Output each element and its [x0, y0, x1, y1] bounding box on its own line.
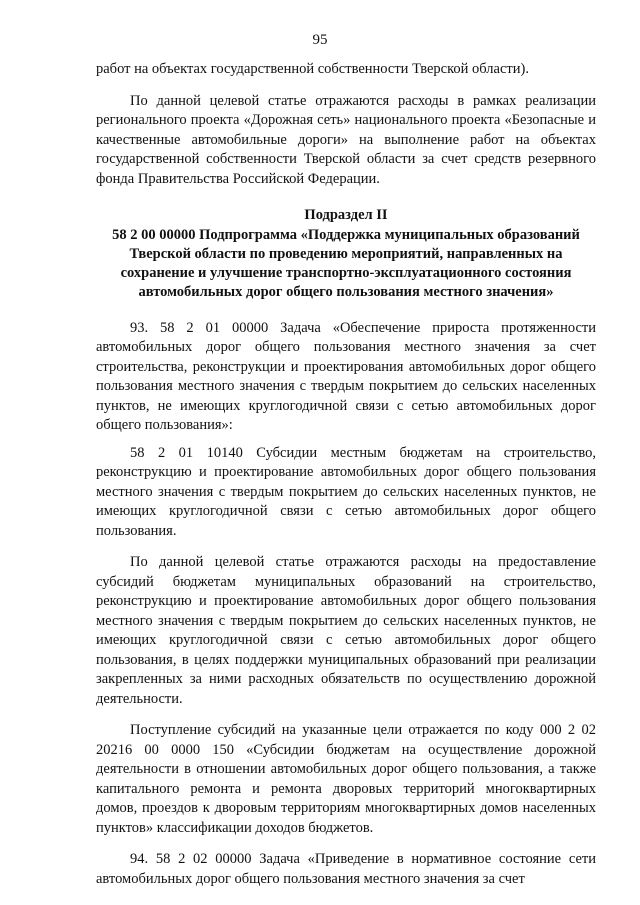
subprogram-title: 58 2 00 00000 Подпрограмма «Поддержка муниципальных образований Тверской области по проведению мероприятий, направленных на сохранение и улучшение транспортно-эксплуатационного состояния автомобильных дорог общего пользования местного значения» [112, 226, 580, 300]
subsection-heading: Подраздел II [304, 207, 388, 223]
paragraph-subsidy-expenses: По данной целевой статье отражаются расходы на предоставление субсидий бюджетам муниципальных образований на строительство, реконструкцию и проектирование автомобильных дорог общего пользования местного значения с твердым покрытием до сельских населенных пунктов, не имеющих круглогодичной связи с сетью автомобильных дорог общего пользования, в целях поддержки муниципальных образований при реализации закрепленных за ними расходных обязательств по осуществлению дорожной деятельности. [96, 554, 596, 707]
paragraph-task-94: 94. 58 2 02 00000 Задача «Приведение в нормативное состояние сети автомобильных дорог общего пользования местного значения за счет [96, 851, 596, 887]
page-number: 95 [312, 32, 328, 48]
paragraph-task-93: 93. 58 2 01 00000 Задача «Обеспечение прироста протяженности автомобильных дорог общего пользования местного значения за счет строительства, реконструкции и проектирования автомобильных дорог общего пользования местного значения с твердым покрытием до сельских населенных пунктов, не имеющих круглогодичной связи с сетью автомобильных дорог общего пользования»: [96, 319, 596, 433]
paragraph-continuation: работ на объектах государственной собственности Тверской области). [96, 61, 529, 77]
paragraph-reserve-fund: По данной целевой статье отражаются расходы в рамках реализации регионального проекта «Дорожная сеть» национального проекта «Безопасные и качественные автомобильные дороги» на выполнение работ на объектах государственной собственности Тверской области за счет средств резервного фонда Правительства Российской Федерации. [96, 92, 596, 187]
paragraph-revenue-code: Поступление субсидий на указанные цели отражается по коду 000 2 02 20216 00 0000 150 «Субсидии бюджетам на осуществление дорожной деятельности в отношении автомобильных дорог общего пользования, а также капитального ремонта и ремонта дворовых территорий многоквартирных домов, проездов к дворовым территориям многоквартирных домов населенных пунктов» классификации доходов бюджетов. [96, 722, 596, 836]
paragraph-article-10140: 58 2 01 10140 Субсидии местным бюджетам на строительство, реконструкцию и проектирование автомобильных дорог общего пользования местного значения с твердым покрытием до сельских населенных пунктов, не имеющих круглогодичной связи с сетью автомобильных дорог общего пользования. [96, 444, 596, 539]
document-body [96, 60, 596, 889]
